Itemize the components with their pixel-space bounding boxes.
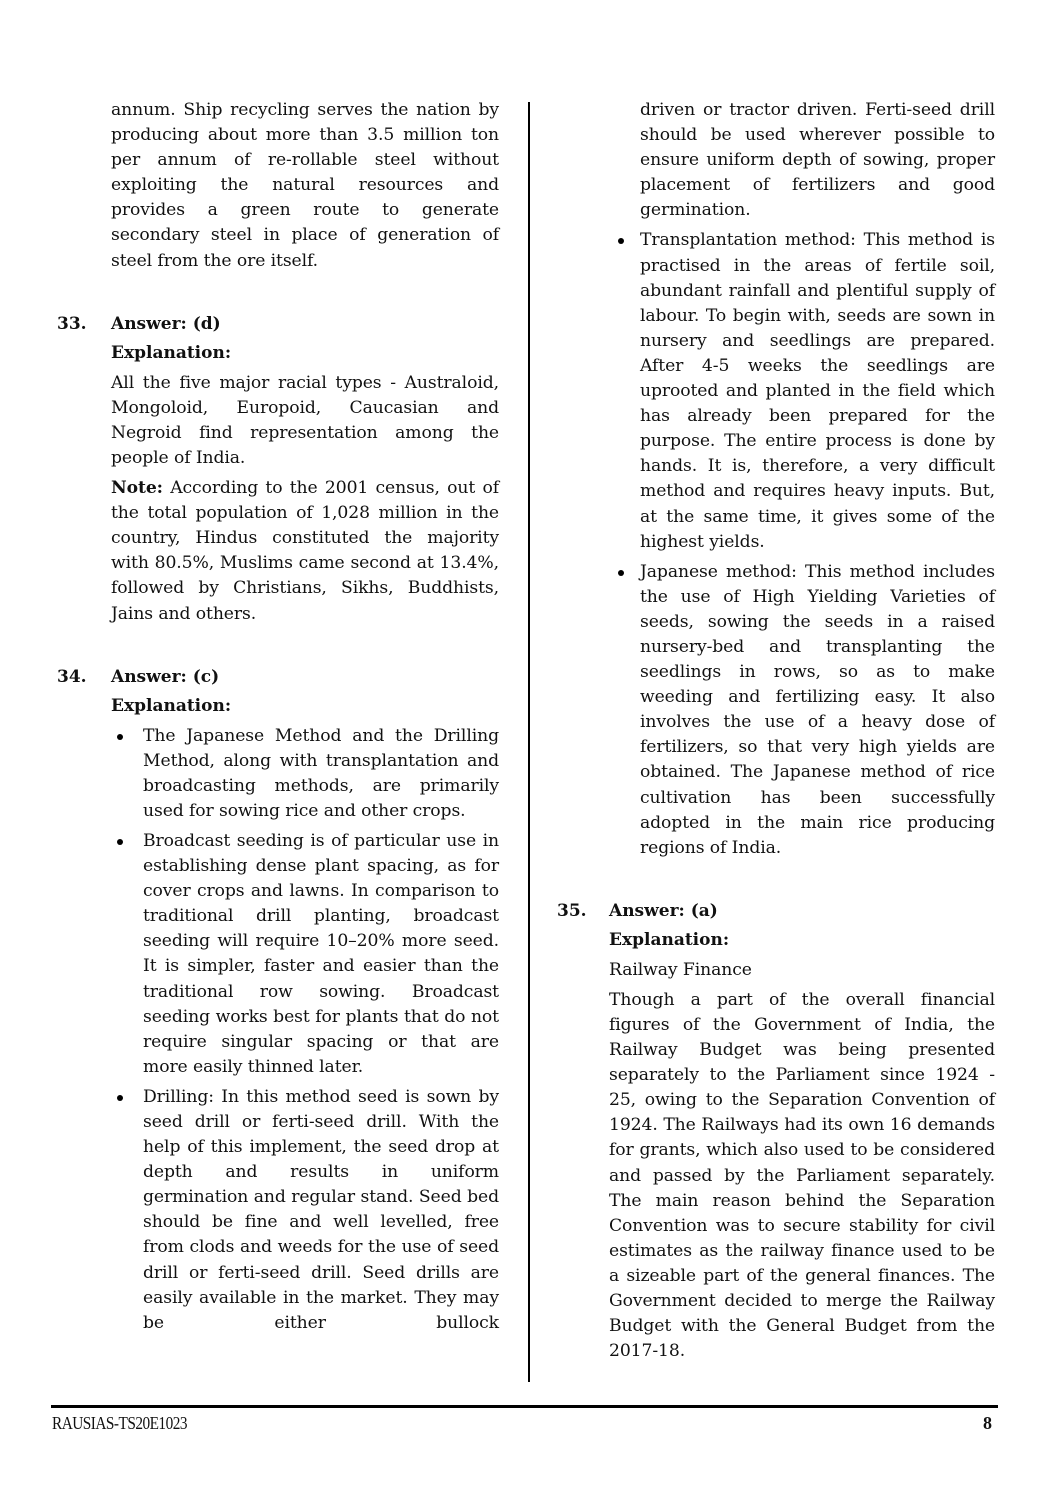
list-item — [57, 829, 499, 1085]
list-item-text: Broadcast seeding is of particular use in establishing dense plant spacing, as for cover crops and lawns. In comparison to traditional drill planting, broadcast seeding will require 10–20% more seed. It is simpler, faster and easier than the traditional row sowing. Broadcast seeding works best for plants that do not require singular spacing or that are more easily thinned later. — [143, 830, 499, 1077]
list-item-text: The Japanese Method and the Drilling Method, along with transplantation and broadcasting methods, are primarily used for sowing rice and other crops. — [143, 725, 499, 821]
question-34 — [57, 665, 499, 1336]
list-item — [57, 724, 499, 829]
bullet-icon — [117, 734, 123, 740]
page-number: 8 — [983, 1413, 992, 1433]
note-label: Note: — [111, 478, 163, 499]
bullet-icon — [618, 238, 624, 244]
column-divider — [528, 102, 530, 1382]
question-number: 34. — [57, 666, 87, 687]
explanation-label: Explanation: — [111, 342, 232, 363]
question-35 — [557, 899, 995, 1365]
question-34-header — [57, 665, 499, 690]
continued-paragraph: driven or tractor driven. Ferti-seed drill should be used wherever possible to ensure uniform depth of sowing, proper placement of fertilizers and good germination. — [640, 100, 995, 221]
list-item — [557, 228, 995, 559]
list-item-text: Drilling: In this method seed is sown by seed drill or ferti-seed drill. With the help of this implement, the seed drop at depth and results in uniform germination and regular stand. Seed bed should be fine and well levelled, free from clods and weeds for the use of seed drill or ferti-seed drill. Seed drills are easily available in the market. They may be either bullock — [143, 1086, 499, 1333]
note-paragraph — [111, 476, 499, 627]
question-number: 33. — [57, 313, 87, 334]
footer-rule — [51, 1405, 998, 1408]
question-33-header — [57, 312, 499, 337]
left-column — [57, 98, 499, 1336]
bullet-list — [557, 228, 995, 860]
bullet-icon — [117, 839, 123, 845]
bullet-list — [57, 724, 499, 1336]
bullet-icon — [618, 570, 624, 576]
question-35-header — [557, 899, 995, 924]
list-item — [557, 560, 995, 861]
list-item — [57, 1085, 499, 1336]
list-item-text: Transplantation method: This method is practised in the areas of fertile soil, abundant rainfall and plentiful supply of labour. To begin with, seeds are sown in nursery and seedlings are prepared. After 4-5 weeks the seedlings are uprooted and planted in the field which has already been prepared for the purpose. The entire process is done by hands. It is, therefore, a very difficult method and requires heavy inputs. But, at the same time, it gives some of the highest yields. — [640, 230, 995, 552]
answer-label: Answer: (d) — [111, 313, 221, 334]
explanation-paragraph: Though a part of the overall financial figures of the Government of India, the Railway Budget was being presented separately to the Parliament since 1924 - 25, owing to the Separation Convention of 1924. The Railways had its own 16 demands for grants, which also used to be considered and passed by the Parliament separately. The main reason behind the Separation Convention was to secure stability for civil estimates as the railway finance used to be a sizeable part of the general finances. The Government decided to merge the Railway Budget with the General Budget from the 2017-18. — [609, 989, 995, 1362]
subtitle: Railway Finance — [609, 959, 752, 980]
note-text: According to the 2001 census, out of the total population of 1,028 million in the country, Hindus constituted the majority with 80.5%, Muslims came second at 13.4%, followed by Christians, Sikhs, Buddhists, Jains and others. — [111, 478, 499, 624]
list-item-text: Japanese method: This method includes the use of High Yielding Varieties of seeds, sowing the seeds in a raised nursery-bed and transplanting the seedlings in rows, so as to make weeding and fertilizing easy. It also involves the use of a heavy dose of fertilizers, so that very high yields are obtained. The Japanese method of rice cultivation has been successfully adopted in the main rice producing regions of India. — [640, 561, 995, 858]
document-code: RAUSIAS-TS20E1023 — [52, 1413, 188, 1433]
explanation-label: Explanation: — [111, 695, 232, 716]
question-33 — [57, 312, 499, 627]
answer-label: Answer: (a) — [609, 900, 718, 921]
bullet-icon — [117, 1095, 123, 1101]
explanation-paragraph: All the five major racial types - Australoid, Mongoloid, Europoid, Caucasian and Negroid find representation among the people of India. — [111, 372, 499, 468]
right-column — [557, 98, 995, 1364]
intro-paragraph: annum. Ship recycling serves the nation by producing about more than 3.5 million ton per annum of re-rollable steel without exploiting the natural resources and provides a green route to generate secondary steel in place of generation of steel from the ore itself. — [111, 100, 499, 271]
explanation-label: Explanation: — [609, 929, 730, 950]
answer-label: Answer: (c) — [111, 666, 220, 687]
question-number: 35. — [557, 900, 587, 921]
